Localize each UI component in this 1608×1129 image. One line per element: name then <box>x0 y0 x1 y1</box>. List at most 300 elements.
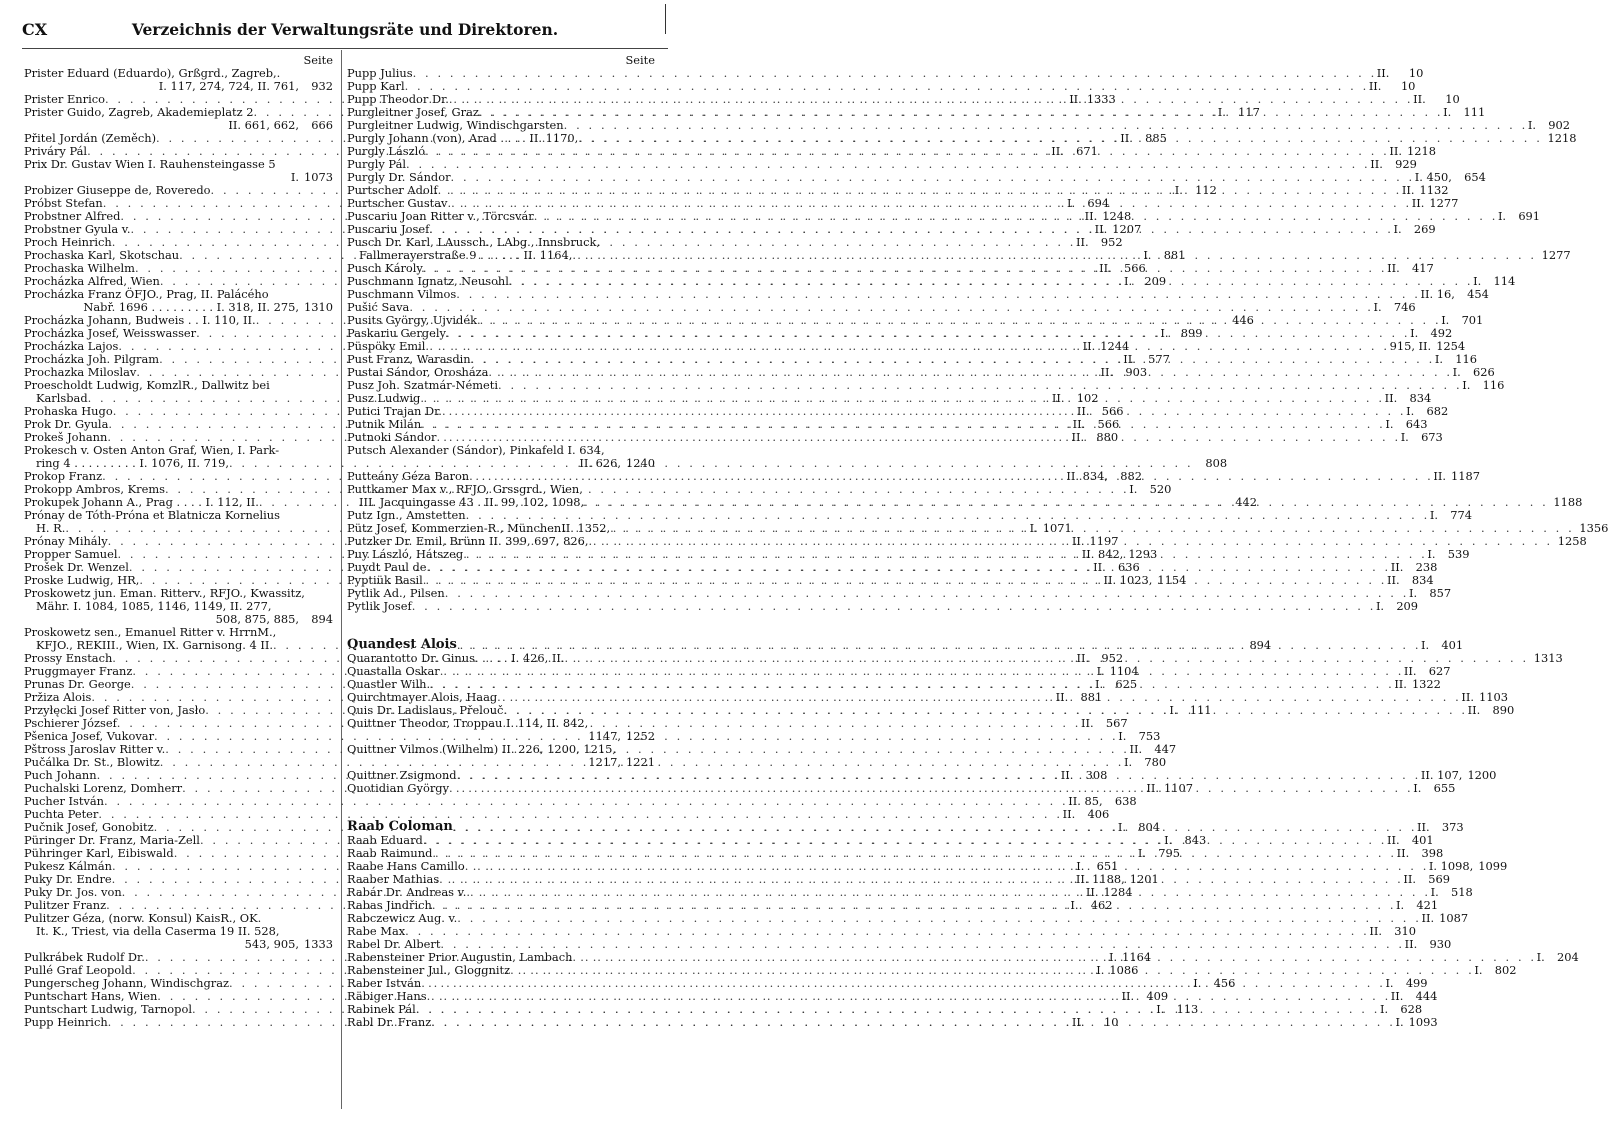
entry-name: Purtscher Gustav <box>347 196 448 211</box>
leader-dots <box>429 223 1393 236</box>
volume-ref: I. <box>1462 378 1471 393</box>
page-ref: 409 <box>1146 989 1169 1004</box>
volume-ref: II. <box>1394 677 1407 692</box>
page-ref: 401 <box>1411 833 1434 848</box>
leader-dots <box>442 405 1406 418</box>
leader-dots <box>584 496 1548 509</box>
entry-name: Priváry Pál <box>24 144 88 159</box>
entry-name: Putici Trajan Dr. <box>347 404 442 419</box>
entry-name: Procházka Lajos <box>24 339 119 354</box>
entry-name: Rabl Dr. Franz <box>347 1015 432 1030</box>
page-ref: 209 <box>1396 599 1419 614</box>
volume-ref: II. <box>1411 196 1425 211</box>
entry-name: Purgly Johann (von), Arad . . . . II. 1170, <box>347 131 579 146</box>
entry-name: Prochaska Wilhelm <box>24 261 135 276</box>
volume-ref: II. <box>1121 989 1135 1004</box>
volume-ref: II. <box>1384 391 1398 406</box>
page-ref: 1073 <box>304 170 333 184</box>
entry-name: Pupp Julius <box>347 66 413 81</box>
entry-name: Putnik Milán <box>347 417 422 432</box>
leader-dots <box>564 119 1528 132</box>
entry-name: III. Jacquingasse 43 . II. 99, 102, 1098, <box>359 495 585 510</box>
entry-name: Puntschart Ludwig, Tarnopol <box>24 1002 192 1017</box>
page-ref: 446 <box>1232 313 1254 328</box>
entry-name: Pucher István <box>24 794 105 809</box>
page-ref: 643 <box>1405 417 1428 432</box>
entry-name: Quandest Alois <box>347 637 457 653</box>
entry-name: Propper Samuel <box>24 547 118 562</box>
index-entry-continuation <box>24 301 333 314</box>
leader-dots <box>466 509 1430 522</box>
page-ref: 929 <box>1395 157 1417 172</box>
page-ref: 902 <box>1548 118 1570 133</box>
page-ref: 834 <box>1409 391 1432 406</box>
page-ref: 651 <box>1096 859 1119 874</box>
index-entry <box>24 158 333 171</box>
header-rule <box>22 48 668 49</box>
entry-name: Quastalla Oskar <box>347 664 440 679</box>
volume-ref: II. <box>1051 144 1064 159</box>
volume-ref: I. <box>1395 1015 1404 1030</box>
leader-dots <box>488 366 1452 379</box>
entry-name: Pšenica Josef, Vukovar <box>24 729 155 744</box>
volume-ref: II. <box>1403 872 1417 887</box>
leader-dots <box>471 353 1435 366</box>
leader-dots <box>465 860 1429 873</box>
page-ref: 857 <box>1429 586 1452 601</box>
page-ref: 1197 <box>1089 534 1119 549</box>
leader-dots <box>409 301 1373 314</box>
volume-ref: II. <box>1404 937 1418 952</box>
leader-dots <box>430 678 1394 691</box>
volume-ref: II. <box>1387 833 1400 848</box>
volume-ref: I. <box>1497 209 1507 224</box>
entry-name: Puchalski Lorenz, Domherr <box>24 781 183 796</box>
volume-ref: I. <box>1400 430 1409 445</box>
leader-dots <box>469 470 1433 483</box>
entry-name: Prokesch v. Osten Anton Graf, Wien, I. Park- <box>24 443 280 458</box>
leader-dots <box>421 977 1385 990</box>
entry-name: Prossy Enstach <box>24 651 113 666</box>
volume-ref: I. <box>1169 703 1178 718</box>
volume-ref: I. <box>1137 846 1147 861</box>
entry-name: Karlsbad <box>36 391 88 406</box>
volume-ref: II. <box>1369 924 1383 939</box>
entry-name: Prohaska Hugo <box>24 404 113 419</box>
page-ref: 795 <box>1158 846 1181 861</box>
page-ref: 1356 <box>1579 521 1608 536</box>
index-entry <box>347 483 655 496</box>
entry-name: Pungerscheg Johann, Windischgraz <box>24 976 230 991</box>
entry-name: Prónay Mihály <box>24 534 108 549</box>
index-entry <box>347 937 1452 952</box>
volume-ref: II. <box>1146 781 1159 796</box>
page-ref: 1103 <box>1479 690 1508 705</box>
continuation-refs: 508, 875, 885, <box>215 612 299 626</box>
volume-ref: I. <box>1076 859 1085 874</box>
entry-name: Pusch Dr. Karl, LAussch., LAbg., Innsbruck, <box>347 235 601 250</box>
continuation-refs: I. 117, 274, 724, II. 761, <box>158 79 299 93</box>
page-ref: 808 <box>1205 456 1228 471</box>
page-ref: 454 <box>1467 287 1489 302</box>
page-ref: 308 <box>1085 768 1108 783</box>
page-ref: 899 <box>1180 326 1203 341</box>
page-ref: 701 <box>1461 313 1484 328</box>
page-ref: 682 <box>1426 404 1449 419</box>
entry-name: Probstner Alfred <box>24 209 121 224</box>
entry-name: ring 4 . . . . . . . . . I. 1076, II. 719, <box>36 456 229 471</box>
leader-dots <box>432 899 1396 912</box>
entry-name: Puy László, Hátszeg <box>347 547 464 562</box>
index-entry <box>24 444 333 457</box>
volume-ref: I. <box>1441 313 1450 328</box>
blank-line <box>347 795 655 808</box>
entry-name: Pytlik Ad., Pilsen <box>347 586 445 601</box>
page-ref: 567 <box>1105 716 1128 731</box>
volume-ref: I. <box>1124 274 1133 289</box>
volume-ref: I. <box>1375 599 1385 614</box>
index-entry <box>24 794 1137 809</box>
entry-name: Rabe Max <box>347 924 406 939</box>
entry-name: Pschierer József <box>24 716 117 731</box>
entry-name: Puydt Paul de <box>347 560 427 575</box>
volume-ref: II. 85, <box>1068 794 1103 809</box>
entry-name: Pučnik Josef, Gonobitz <box>24 820 154 835</box>
entry-name: Pytlik Josef <box>347 599 412 614</box>
volume-ref: I. <box>1067 196 1076 211</box>
entry-name: Prochaska Karl, Skotschau <box>24 248 180 263</box>
page-ref: 113 <box>1176 1002 1199 1017</box>
leader-dots <box>405 80 1369 93</box>
entry-name: Rabensteiner Prior Augustin, Lambach <box>347 950 573 965</box>
page-ref: 780 <box>1144 755 1167 770</box>
leader-dots <box>534 210 1498 223</box>
volume-ref: II. <box>1467 703 1481 718</box>
page-ref: 903 <box>1125 365 1148 380</box>
entry-name: Pusz Ludwig <box>347 391 421 406</box>
index-entry <box>24 509 333 522</box>
volume-ref: I. <box>1164 833 1173 848</box>
leader-dots <box>572 249 1536 262</box>
volume-ref: I. <box>1408 586 1418 601</box>
volume-ref: II. <box>1062 807 1076 822</box>
entry-name: Fallmerayerstraße 9 . . . . . . II. 1164, <box>359 248 573 263</box>
page-ref: 1252 <box>626 729 655 743</box>
entry-name: Quittner Vilmos (Wilhelm) II. 226, 1200, 1215, <box>347 742 616 757</box>
page-ref: 636 <box>1117 560 1140 575</box>
entry-name: Procházka Johann, Budweis . . I. 110, II. <box>24 313 256 328</box>
leader-dots <box>413 67 1377 80</box>
index-entry-continuation <box>24 938 333 951</box>
page-ref: 1218 <box>1406 144 1436 159</box>
page-ref: 694 <box>1087 196 1110 211</box>
entry-name: Przyłęcki Josef Ritter von, Jasło <box>24 703 206 718</box>
entry-name: Prister Guido, Zagreb, Akademieplatz 2 <box>24 105 254 120</box>
volume-ref: II. <box>1389 144 1402 159</box>
page-ref: 1132 <box>1419 183 1449 198</box>
leader-dots <box>427 990 1391 1003</box>
page-ref: 1221 <box>626 755 655 769</box>
entry-name: Puscariu Joan Ritter v., Törcsvár <box>347 209 534 224</box>
entry-name: Proske Ludwig, HR, <box>24 573 140 588</box>
leader-dots <box>510 964 1474 977</box>
page-ref: 566 <box>1097 417 1120 432</box>
leader-dots <box>463 548 1427 561</box>
entry-name: Püringer Dr. Franz, Maria-Zell <box>24 833 200 848</box>
index-entry <box>347 586 1452 601</box>
index-entry-continuation <box>347 730 655 743</box>
page-ref: 492 <box>1430 326 1453 341</box>
index-entry <box>347 79 1416 94</box>
entry-name: Prix Dr. Gustav Wien I. Rauhensteingasse 5 <box>24 157 276 172</box>
volume-ref: II. <box>1433 469 1446 484</box>
index-entry <box>24 587 333 600</box>
page-ref: 209 <box>1144 274 1167 289</box>
leader-dots <box>497 691 1461 704</box>
continuation-refs: II. 661, 662, <box>228 118 299 132</box>
leader-dots <box>420 392 1384 405</box>
entry-name: Rabel Dr. Albert <box>347 937 441 952</box>
page-ref: 1333 <box>304 937 333 951</box>
page-ref: 444 <box>1415 989 1438 1004</box>
continuation-refs: I. <box>290 170 299 184</box>
page-ref: 112 <box>1195 183 1217 198</box>
entry-name: Proch Heinrich <box>24 235 112 250</box>
volume-ref: II. <box>1390 989 1404 1004</box>
leader-dots <box>439 873 1403 886</box>
volume-ref: I. <box>1452 365 1461 380</box>
page-ref: 566 <box>1101 404 1124 419</box>
page-ref: 638 <box>1114 794 1137 809</box>
page-ref: 804 <box>1138 820 1160 835</box>
page-ref: 691 <box>1518 209 1541 224</box>
leader-dots <box>457 912 1421 925</box>
leader-dots <box>498 379 1462 392</box>
leader-dots <box>564 652 1528 665</box>
volume-ref: II. <box>1055 690 1069 705</box>
volume-ref: II. 842, <box>1081 547 1124 562</box>
page-ref: 1240 <box>626 456 655 470</box>
page-ref: 398 <box>1421 846 1444 861</box>
volume-ref: II. 1023, <box>1103 573 1153 588</box>
volume-ref: II. <box>1076 651 1090 666</box>
continuation-refs: Nabř. 1696 . . . . . . . . . I. 318, II. 275, <box>83 300 299 314</box>
page-ref: 1313 <box>1533 651 1563 666</box>
volume-ref: II. <box>1085 885 1099 900</box>
entry-name: Quirchtmayer Alois, Haag <box>347 690 498 705</box>
page-ref: 1333 <box>1086 92 1116 107</box>
volume-ref: I. <box>1109 950 1118 965</box>
volume-ref: I. <box>1527 118 1536 133</box>
leader-dots <box>416 1003 1380 1016</box>
entry-name: Prochazka Miloslav <box>24 365 137 380</box>
index-entry <box>24 626 333 639</box>
index-entry <box>347 66 1424 81</box>
entry-name: Purgly Dr. Sándor <box>347 170 451 185</box>
volume-ref: I. <box>1427 547 1436 562</box>
page-ref: 569 <box>1428 872 1451 887</box>
volume-ref: II. <box>1390 560 1404 575</box>
page-ref: 1277 <box>1541 248 1571 263</box>
leader-dots <box>405 925 1369 938</box>
page-ref: 1154 <box>1157 573 1187 588</box>
page-ref: 1218 <box>1547 131 1577 146</box>
page-ref: 627 <box>1428 664 1451 679</box>
volume-ref: II. <box>1123 352 1136 367</box>
entry-name: KFJO., REKIII., Wien, IX. Garnisong. 4 II. <box>36 638 273 653</box>
leader-dots <box>423 262 1387 275</box>
page-ref: 1244 <box>1100 339 1130 354</box>
page-ref: 1254 <box>1436 339 1466 354</box>
volume-ref: II. <box>1076 404 1090 419</box>
volume-ref: I. <box>1129 482 1138 497</box>
entry-name: Puky Dr. Jos. von <box>24 885 122 900</box>
leader-dots <box>578 132 1542 145</box>
leader-dots <box>406 158 1370 171</box>
volume-ref: II. <box>1461 690 1474 705</box>
page-ref: 401 <box>1441 638 1464 653</box>
entry-name: Pusz Joh. Szatmár-Németi <box>347 378 498 393</box>
volume-ref: II. <box>1396 846 1410 861</box>
volume-ref: I. <box>1385 976 1394 991</box>
volume-ref: II. <box>1071 534 1085 549</box>
leader-dots <box>431 1016 1395 1029</box>
entry-name: Pučálka Dr. St., Blowitz <box>24 755 160 770</box>
index-entry <box>347 508 1472 523</box>
volume-ref: I. <box>1473 274 1482 289</box>
volume-ref: II. <box>1376 66 1390 81</box>
entry-name: Puchta Peter <box>24 807 99 822</box>
index-entry <box>347 157 1417 172</box>
volume-ref: II. <box>1051 391 1065 406</box>
page-ref: 1277 <box>1429 196 1459 211</box>
leader-dots <box>412 600 1376 613</box>
page-ref: 673 <box>1421 430 1443 445</box>
page-ref: 111 <box>1463 105 1486 120</box>
entry-name: Raber István <box>347 976 422 991</box>
blank-line <box>347 613 655 626</box>
leader-dots <box>427 561 1391 574</box>
entry-name: Puky Dr. Endre <box>24 872 112 887</box>
continuation-refs: 543, 905, <box>244 937 299 951</box>
index-entry <box>24 807 1110 822</box>
entry-name: Puntschart Hans, Wien <box>24 989 158 1004</box>
page-ref: 1284 <box>1103 885 1133 900</box>
entry-name: Pržiza Alois <box>24 690 92 705</box>
page-ref: 111 <box>1189 703 1212 718</box>
continuation-refs: II. 626, <box>579 456 621 470</box>
volume-ref: II. <box>1072 417 1086 432</box>
page-ref: 102 <box>1076 391 1099 406</box>
volume-ref: II. <box>1082 339 1096 354</box>
entry-name: Prošek Dr. Wenzel <box>24 560 129 575</box>
leader-dots <box>456 288 1420 301</box>
page-ref: 671 <box>1076 144 1098 159</box>
leader-dots <box>572 951 1536 964</box>
entry-name: Pühringer Karl, Eibiswald <box>24 846 174 861</box>
volume-ref: II. <box>1100 365 1114 380</box>
page-ref: 834 <box>1411 573 1434 588</box>
volume-ref: II. <box>1094 222 1108 237</box>
entry-name: Quis Dr. Ladislaus, Přelouč <box>347 703 504 718</box>
index-entry <box>347 911 1469 926</box>
page-ref: 269 <box>1413 222 1436 237</box>
index-entry <box>24 912 333 925</box>
volume-ref: I. <box>1124 755 1133 770</box>
volume-ref: I. <box>1430 885 1439 900</box>
entry-name: Pulitzer Géza, (norw. Konsul) KaisR., OK. <box>24 911 262 926</box>
index-entry <box>347 236 655 249</box>
page-ref: 626 <box>1473 365 1495 380</box>
volume-ref: II. 834, <box>1066 469 1108 484</box>
volume-ref: I. <box>1160 326 1169 341</box>
entry-name: Proskowetz jun. Eman. Ritterv., RFJO., Kwassitz, <box>24 586 305 601</box>
leader-dots <box>457 639 1421 652</box>
entry-name: Pulitzer Franz <box>24 898 107 913</box>
volume-ref: I. <box>1410 326 1419 341</box>
volume-ref: I. <box>1096 963 1105 978</box>
entry-name: Pruggmayer Franz <box>24 664 133 679</box>
page-title: Verzeichnis der Verwaltungsräte und Direktoren. <box>131 20 559 39</box>
entry-name: Pullé Graf Leopold <box>24 963 133 978</box>
volume-ref: I. <box>1156 1002 1165 1017</box>
entry-name: Procházka Joh. Pilgram <box>24 352 160 367</box>
volume-ref: I. <box>1379 1002 1389 1017</box>
page-ref: 885 <box>1145 131 1167 146</box>
page-ref: 952 <box>1100 235 1123 250</box>
page-ref: 1086 <box>1109 963 1139 978</box>
index-entry-continuation <box>24 613 333 626</box>
entry-name: Pusits György, Ujvidék <box>347 313 477 328</box>
page-ref: 1293 <box>1128 547 1158 562</box>
entry-name: Quarantotto Dr. Ginus. . . . . I. 426, II. <box>347 651 565 666</box>
entry-name: Purtscher Adolf <box>347 183 438 198</box>
entry-name: Procházka Franz ÖFJO., Prag, II. Palácého <box>24 287 269 302</box>
page-ref: 310 <box>1394 924 1417 939</box>
page-ref: 655 <box>1433 781 1456 796</box>
entry-name: Prok Dr. Gyula <box>24 417 109 432</box>
leader-dots <box>457 769 1421 782</box>
leader-dots <box>425 145 1389 158</box>
entry-name: Purgleitner Ludwig, Windischgarsten <box>347 118 564 133</box>
page-ref: 1248 <box>1102 209 1132 224</box>
volume-ref: I. <box>1117 820 1126 835</box>
leader-dots <box>425 340 1389 353</box>
index-entry-continuation <box>24 119 333 132</box>
page-ref: 462 <box>1090 898 1113 913</box>
page-ref: 116 <box>1455 352 1477 367</box>
page-ref: 894 <box>1249 638 1272 653</box>
entry-name: Puscariu Josef <box>347 222 430 237</box>
volume-ref: II. <box>1417 820 1430 835</box>
entry-name: Prónay de Tóth-Próna et Blatnicza Kornelius <box>24 508 280 523</box>
entry-name: Purgly László <box>347 144 426 159</box>
volume-ref: I. <box>1174 183 1183 198</box>
volume-ref: II. <box>1071 1015 1085 1030</box>
entry-name: Puch Johann <box>24 768 97 783</box>
page-ref: 930 <box>1429 937 1452 952</box>
leader-dots <box>449 782 1413 795</box>
volume-ref: II. <box>1075 235 1089 250</box>
entry-name: Quastler Wilh. <box>347 677 431 692</box>
page-ref: 1188 <box>1553 495 1583 510</box>
entry-name: Pukesz Kálmán <box>24 859 112 874</box>
page-ref: 1322 <box>1411 677 1441 692</box>
volume-ref: II. <box>1060 768 1074 783</box>
page-ref: 447 <box>1154 742 1177 757</box>
leader-dots <box>610 522 1574 535</box>
entry-name: Raab Coloman <box>347 819 453 835</box>
